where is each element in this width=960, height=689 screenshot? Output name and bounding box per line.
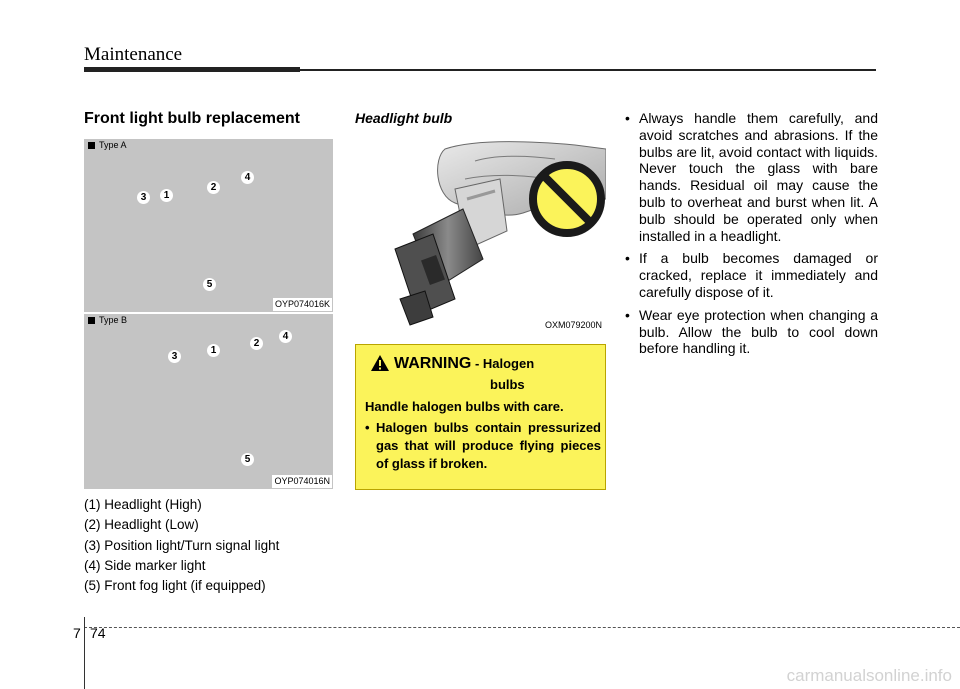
section-title: Front light bulb replacement xyxy=(84,110,301,127)
footer-divider xyxy=(84,617,85,689)
callout-1: 1 xyxy=(160,189,173,202)
callout-3: 3 xyxy=(168,350,181,363)
warning-bullet: • Halogen bulbs contain pressurized gas that will produce flying pieces of glass if broken. xyxy=(365,420,601,471)
halogen-bulb-photo xyxy=(355,139,606,335)
figure-type-label: Type B xyxy=(88,315,127,325)
caution-item: • If a bulb becomes damaged or cracked, replace it immediately and carefully dispose of it. xyxy=(625,250,878,300)
square-bullet-icon xyxy=(88,142,95,149)
legend-item: (3) Position light/Turn signal light xyxy=(84,538,280,553)
figure-code: OYP074016N xyxy=(274,476,330,486)
legend-item: (5) Front fog light (if equipped) xyxy=(84,578,266,593)
legend-item: (1) Headlight (High) xyxy=(84,497,202,512)
callout-2: 2 xyxy=(207,181,220,194)
warning-triangle-icon xyxy=(370,354,390,372)
figure-type-a xyxy=(84,139,333,312)
chapter-number: 7 xyxy=(73,625,81,641)
callout-5: 5 xyxy=(241,453,254,466)
legend-item: (2) Headlight (Low) xyxy=(84,517,199,532)
header-rule-thin xyxy=(300,69,876,71)
figure-type-label: Type A xyxy=(88,140,127,150)
caution-list xyxy=(625,110,878,363)
callout-4: 4 xyxy=(241,171,254,184)
header-rule-thick xyxy=(84,67,300,72)
callout-4: 4 xyxy=(279,330,292,343)
figure-code: OYP074016K xyxy=(274,299,330,309)
callout-2: 2 xyxy=(250,337,263,350)
callout-3: 3 xyxy=(137,191,150,204)
caution-item: • Wear eye protection when changing a bulb. Allow the bulb to cool down before handling it. xyxy=(625,306,878,357)
watermark: carmanualsonline.info xyxy=(786,666,952,685)
warning-title: WARNING - Halogen xyxy=(394,355,535,372)
callout-5: 5 xyxy=(203,278,216,291)
footer-rule xyxy=(84,627,960,628)
prohibition-icon xyxy=(533,165,601,233)
photo-code: OXM079200N xyxy=(544,320,602,330)
running-header: Maintenance xyxy=(84,44,183,65)
headlight-title: Headlight bulb xyxy=(355,110,453,126)
callout-1: 1 xyxy=(207,344,220,357)
page-number: 74 xyxy=(90,625,106,641)
caution-item: • Always handle them carefully, and avoid scratches and abrasions. If the bulbs are lit, avoid contact with liquids. Never touch the glass with bare hands. Residual oil may cause the bulb to overheat and burst when lit. A bulb should be operated only when installed in a headlight. xyxy=(625,110,878,244)
warning-intro: Handle halogen bulbs with care. xyxy=(365,399,564,414)
warning-box xyxy=(355,344,606,490)
square-bullet-icon xyxy=(88,317,95,324)
legend-item: (4) Side marker light xyxy=(84,558,206,573)
figure-type-b xyxy=(84,314,333,489)
hand-holding-bulb-illustration xyxy=(355,139,606,335)
warning-title-cont: bulbs xyxy=(490,377,525,392)
